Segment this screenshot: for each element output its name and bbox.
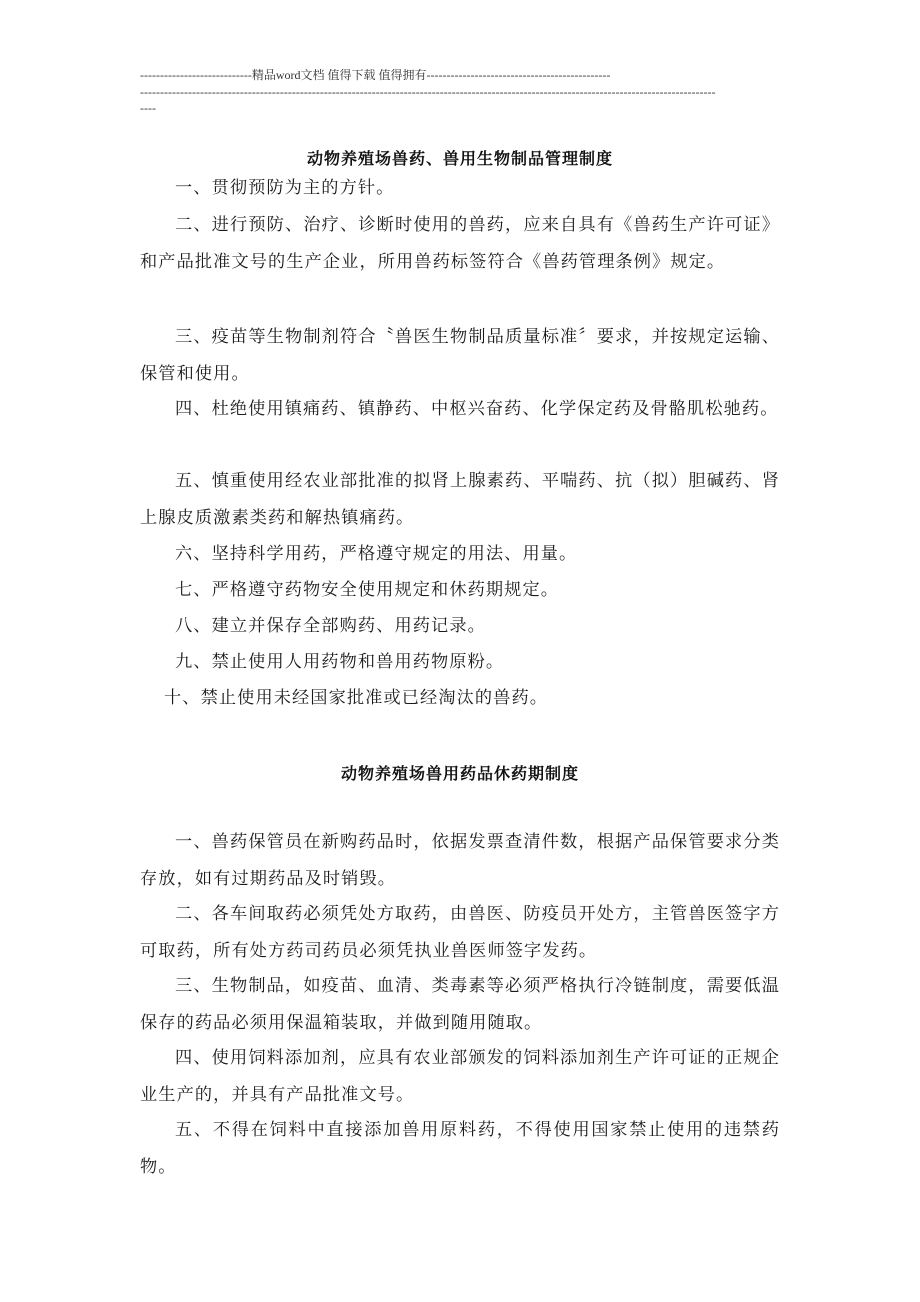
section2-item-4: 四、使用饲料添加剂，应具有农业部颁发的饲料添加剂生产许可证的正规企业生产的，并具有产品批准文号。 [140,1048,780,1105]
section2-title: 动物养殖场兽用药品休药期制度 [340,764,579,783]
section1-item-2: 二、进行预防、治疗、诊断时使用的兽药，应来自具有《兽药生产许可证》和产品批准文号的生产企业，所用兽药标签符合《兽药管理条例》规定。 [140,215,780,272]
section2-item-2: 二、各车间取药必须凭处方取药，由兽医、防疫员开处方，主管兽医签字方可取药，所有处方药司药员必须凭执业兽医师签字发药。 [140,904,780,961]
section1-item-9: 九、禁止使用人用药物和兽用药物原粉。 [175,652,505,672]
section2-item-1: 一、兽药保管员在新购药品时，依据发票查清件数，根据产品保管要求分类存放，如有过期药品及时销毁。 [140,832,780,889]
section1-title: 动物养殖场兽药、兽用生物制品管理制度 [306,149,613,168]
section2-item-5: 五、不得在饲料中直接添加兽用原料药，不得使用国家禁止使用的违禁药物。 [140,1120,780,1177]
section1-item-4: 四、杜绝使用镇痛药、镇静药、中枢兴奋药、化学保定药及骨骼肌松驰药。 [175,399,779,419]
section1-item-5: 五、慎重使用经农业部批准的拟肾上腺素药、平喘药、抗（拟）胆碱药、肾上腺皮质激素类药和解热镇痛药。 [140,471,780,528]
section1-item-6: 六、坚持科学用药，严格遵守规定的用法、用量。 [175,544,578,564]
header-dash-line: ------------------------------------------------------------------------------------------------------------------------------------------------ [140,85,716,99]
header-dash-line-short: ---- [140,101,156,115]
section1-item-3: 三、疫苗等生物制剂符合〝兽医生物制品质量标准〞要求，并按规定运输、保管和使用。 [140,327,780,384]
section1-item-7: 七、严格遵守药物安全使用规定和休药期规定。 [175,580,560,600]
section1-item-8: 八、建立并保存全部购药、用药记录。 [175,616,486,636]
section1-item-1: 一、贯彻预防为主的方针。 [175,178,395,198]
header-banner-line: ----------------------------精品word文档 值得下载 值得拥有---------------------------------------------- [140,68,611,82]
section2-item-3: 三、生物制品，如疫苗、血清、类毒素等必须严格执行冷链制度，需要低温保存的药品必须用保温箱装取，并做到随用随取。 [140,976,780,1033]
section1-item-10: 十、禁止使用未经国家批准或已经淘汰的兽药。 [164,688,549,708]
